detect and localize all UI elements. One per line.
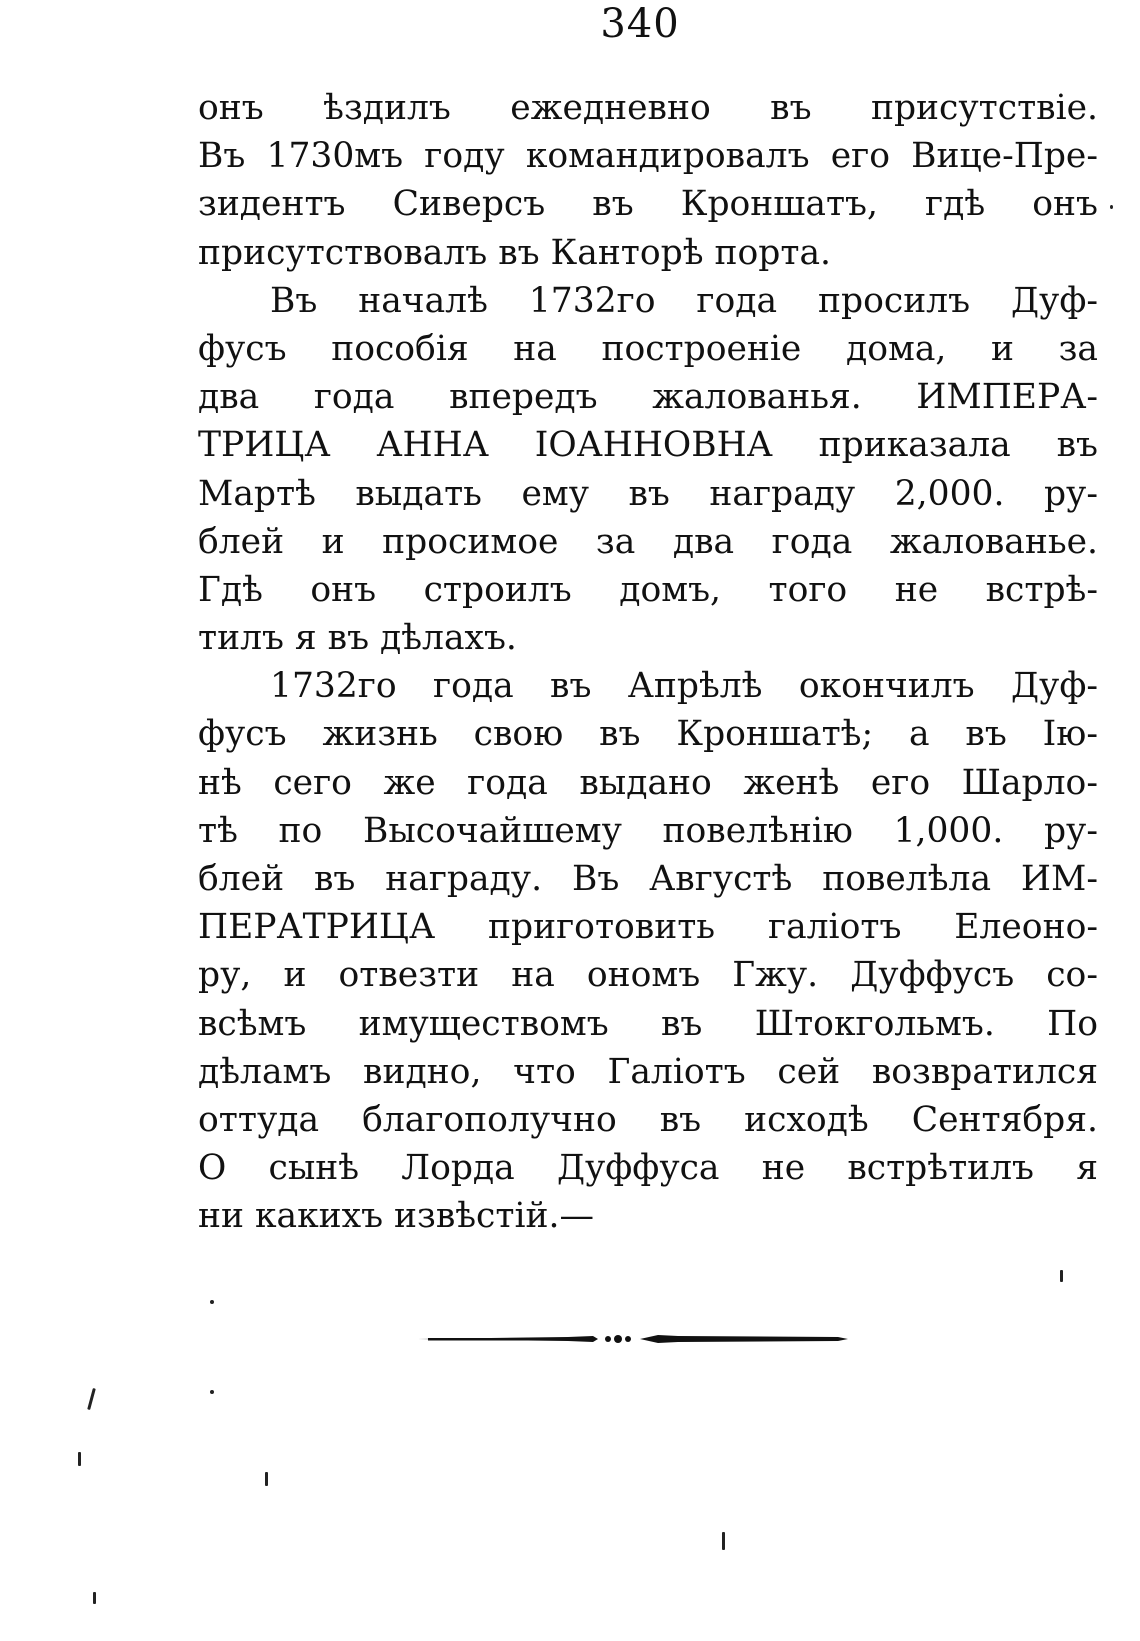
page-number: 340	[600, 1, 680, 47]
text-line: нѣ сего же года выдано женѣ его Шарло-	[198, 762, 1098, 803]
ink-speck	[87, 1388, 96, 1410]
text-line: 1732го года въ Апрѣлѣ окончилъ Дуф-	[270, 666, 1098, 707]
text-line: фусъ жизнь свою въ Кроншатѣ; а въ Ію-	[198, 714, 1098, 755]
body-text	[198, 84, 1098, 1241]
ink-speck	[210, 1390, 214, 1394]
text-line: блей и просимое за два года жалованье.	[198, 521, 1098, 562]
text-line: дѣламъ видно, что Галіотъ сей возвратился	[198, 1051, 1098, 1092]
text-line: тѣ по Высочайшему повелѣнію 1,000. ру-	[198, 810, 1098, 851]
text-line: О сынѣ Лорда Дуффуса не встрѣтилъ я	[198, 1148, 1098, 1189]
ink-speck	[210, 1300, 214, 1304]
text-line: Въ 1730мъ году командировалъ его Вице-Пре-	[198, 136, 1098, 177]
text-line: онъ ѣздилъ ежедневно въ присутствіе.	[198, 88, 1098, 128]
text-line: Мартѣ выдать ему въ награду 2,000. ру-	[198, 473, 1098, 514]
ink-speck	[93, 1592, 96, 1604]
text-line: присутствовалъ въ Канторѣ порта.	[198, 232, 831, 273]
text-line: оттуда благополучно въ исходѣ Сентября.	[198, 1099, 1098, 1140]
text-line: зидентъ Сиверсъ въ Кроншатъ, гдѣ онъ	[198, 184, 1098, 225]
text-line: блей въ награду. Въ Августѣ повелѣла ИМ-	[198, 859, 1098, 899]
text-line: ТРИЦА АННА ІОАННОВНА приказала въ	[198, 425, 1098, 466]
text-line: ру, и отвезти на ономъ Гжу. Дуффусъ со-	[198, 955, 1098, 996]
text-line: Въ началѣ 1732го года просилъ Дуф-	[270, 280, 1098, 321]
text-line: два года впередъ жалованья. ИМПЕРА-	[198, 377, 1098, 418]
ink-speck	[722, 1532, 725, 1550]
text-line: тилъ я въ дѣлахъ.	[198, 618, 517, 659]
text-line: всѣмъ имуществомъ въ Штокгольмъ. По	[198, 1003, 1098, 1044]
text-line: Гдѣ онъ строилъ домъ, того не встрѣ-	[198, 569, 1098, 610]
text-line: ни какихъ извѣстій.—	[198, 1196, 594, 1237]
text-line: фусъ пособія на построеніе дома, и за	[198, 328, 1098, 369]
ink-speck	[1110, 205, 1113, 209]
text-line: ПЕРАТРИЦА приготовить галіотъ Елеоно-	[198, 907, 1098, 948]
ornamental-divider	[418, 1332, 848, 1346]
ink-speck	[265, 1472, 268, 1486]
ink-speck	[78, 1452, 81, 1466]
ink-speck	[1060, 1270, 1063, 1282]
